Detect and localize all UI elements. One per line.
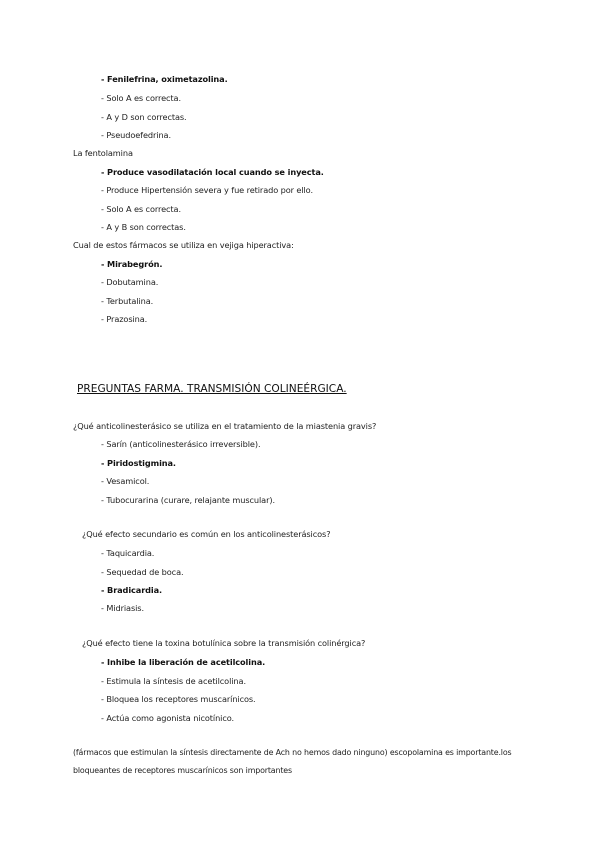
- answer-option: - Midriasis.: [101, 603, 144, 613]
- answer-option-correct: - Inhibe la liberación de acetilcolina.: [101, 657, 266, 667]
- answer-option-correct: - Fenilefrina, oximetazolina.: [101, 74, 228, 84]
- note-line: bloqueantes de receptores muscarínicos son importantes: [73, 766, 292, 775]
- answer-option: - Estimula la síntesis de acetilcolina.: [101, 676, 246, 686]
- answer-option: - Bloquea los receptores muscarínicos.: [101, 694, 256, 704]
- answer-option: - Solo A es correcta.: [101, 204, 181, 214]
- answer-option: - A y D son correctas.: [101, 112, 187, 122]
- section-heading: PREGUNTAS FARMA. TRANSMISIÓN COLINEÉRGICA.: [77, 383, 347, 395]
- answer-option: - Sequedad de boca.: [101, 567, 184, 577]
- answer-option: - Dobutamina.: [101, 277, 159, 287]
- answer-option-correct: - Bradicardia.: [101, 585, 163, 595]
- answer-option: - Pseudoefedrina.: [101, 130, 171, 140]
- answer-option-correct: - Piridostigmina.: [101, 458, 176, 468]
- answer-option: - A y B son correctas.: [101, 222, 186, 232]
- answer-option: - Prazosina.: [101, 314, 148, 324]
- question-text: La fentolamina: [73, 148, 133, 158]
- question-text: ¿Qué efecto tiene la toxina botulínica sobre la transmisión colinérgica?: [82, 638, 366, 648]
- answer-option: - Vesamicol.: [101, 476, 150, 486]
- answer-option: - Solo A es correcta.: [101, 93, 181, 103]
- answer-option-correct: - Produce vasodilatación local cuando se inyecta.: [101, 167, 324, 177]
- answer-option: - Terbutalina.: [101, 296, 154, 306]
- note-line: (fármacos que estimulan la síntesis directamente de Ach no hemos dado ninguno) escopolamina es importante.los: [73, 748, 512, 757]
- question-text: Cual de estos fármacos se utiliza en vejiga hiperactiva:: [73, 240, 294, 250]
- answer-option: - Sarín (anticolinesterásico irreversible).: [101, 439, 261, 449]
- answer-option: - Actúa como agonista nicotínico.: [101, 713, 235, 723]
- question-text: ¿Qué efecto secundario es común en los anticolinesterásicos?: [82, 529, 331, 539]
- answer-option-correct: - Mirabegrón.: [101, 259, 163, 269]
- answer-option: - Produce Hipertensión severa y fue retirado por ello.: [101, 185, 313, 195]
- answer-option: - Tubocurarina (curare, relajante muscular).: [101, 495, 275, 505]
- question-text: ¿Qué anticolinesterásico se utiliza en el tratamiento de la miastenia gravis?: [73, 421, 377, 431]
- answer-option: - Taquicardia.: [101, 548, 155, 558]
